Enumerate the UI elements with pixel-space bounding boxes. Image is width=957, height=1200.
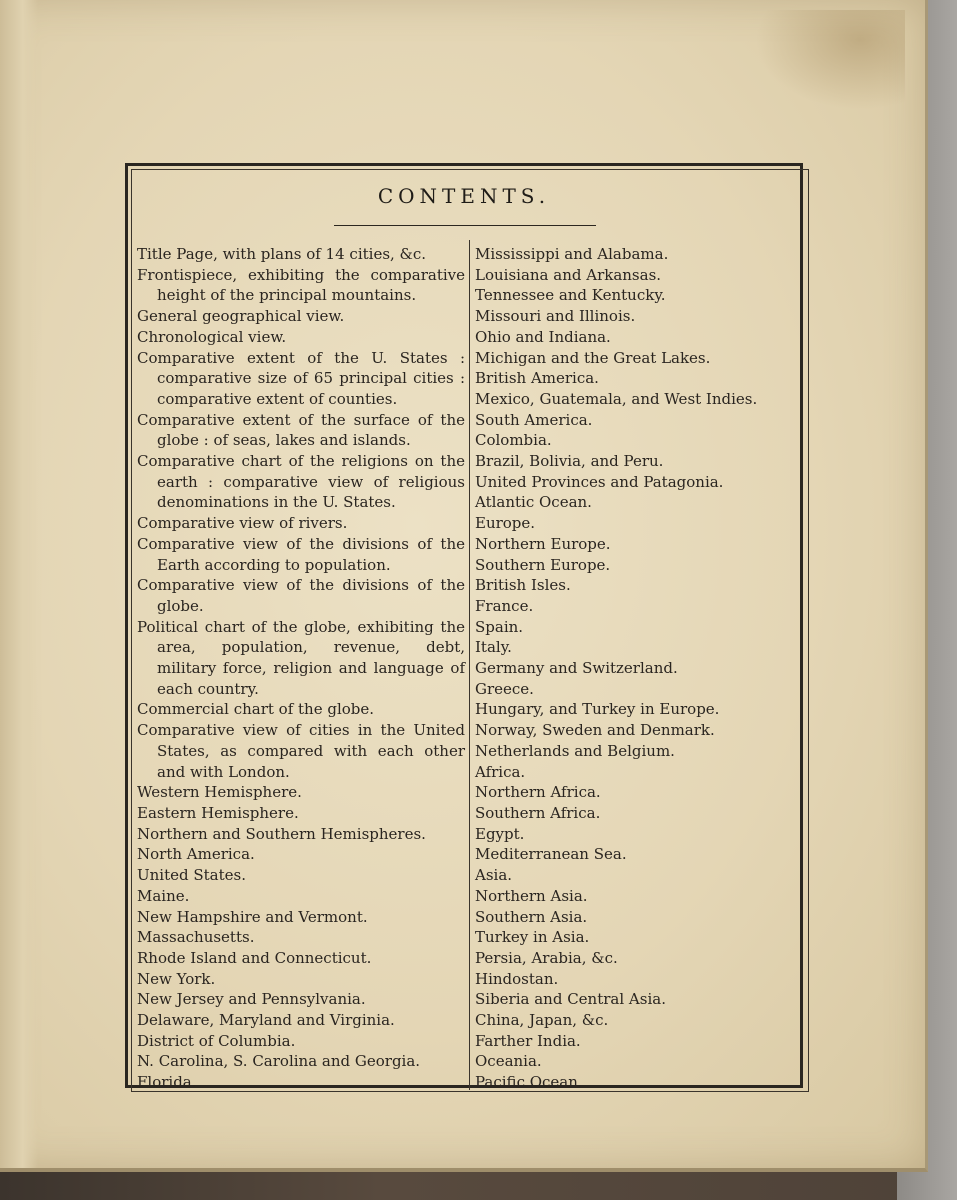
contents-entry: Massachusetts. — [137, 928, 255, 947]
contents-entry: Title Page, with plans of 14 cities, &c. — [137, 245, 427, 263]
contents-entry: Frontispiece, exhibiting the comparative height of the principal mountains. — [137, 265, 465, 305]
contents-entry: Egypt. — [475, 824, 525, 843]
contents-entry: Hungary, and Turkey in Europe. — [475, 700, 720, 719]
contents-entry: Mediterranean Sea. — [475, 845, 627, 864]
page-title: CONTENTS. — [377, 184, 551, 208]
contents-entry: Persia, Arabia, &c. — [475, 948, 618, 967]
contents-entry: Turkey in Asia. — [475, 928, 590, 947]
column-divider — [469, 240, 470, 1090]
contents-entry: Southern Africa. — [475, 803, 601, 822]
contents-entry: Asia. — [475, 866, 513, 885]
contents-entry: British Isles. — [475, 576, 571, 595]
contents-entry: Comparative view of cities in the United States, as compared with each other and with London. — [137, 721, 465, 781]
contents-entry: Comparative chart of the religions on the earth : comparative view of religious denominations in the U. States. — [137, 452, 465, 512]
contents-entry: Florida. — [137, 1073, 197, 1092]
contents-entry: Oceania. — [475, 1052, 542, 1071]
contents-entry: United Provinces and Patagonia. — [475, 472, 724, 491]
contents-entry: Eastern Hemisphere. — [137, 803, 299, 822]
contents-entry: Comparative extent of the U. States : comparative size of 65 principal cities : comparative extent of counties. — [137, 348, 465, 408]
contents-left-column — [137, 244, 465, 1093]
page-stain — [755, 10, 905, 110]
contents-entry: Comparative view of the divisions of the Earth according to population. — [137, 534, 465, 574]
contents-entry: France. — [475, 596, 534, 615]
contents-entry: Southern Europe. — [475, 555, 611, 574]
contents-entry: Brazil, Bolivia, and Peru. — [475, 452, 664, 471]
contents-entry: Rhode Island and Connecticut. — [137, 948, 372, 967]
contents-entry: Ohio and Indiana. — [475, 327, 611, 346]
contents-entry: Michigan and the Great Lakes. — [475, 348, 711, 367]
contents-entry: Northern Africa. — [475, 783, 601, 802]
contents-entry: Farther India. — [475, 1031, 581, 1050]
contents-entry: Atlantic Ocean. — [475, 493, 592, 512]
contents-entry: General geographical view. — [137, 307, 345, 326]
contents-right-column — [475, 244, 795, 1093]
contents-entry: Delaware, Maryland and Virginia. — [137, 1011, 395, 1030]
contents-entry: British America. — [475, 369, 599, 388]
contents-entry: Netherlands and Belgium. — [475, 741, 675, 760]
contents-entry: Tennessee and Kentucky. — [475, 286, 666, 305]
contents-entry: Comparative view of the divisions of the globe. — [137, 576, 465, 615]
contents-entry: Commercial chart of the globe. — [137, 700, 375, 719]
contents-entry: Germany and Switzerland. — [475, 659, 678, 678]
contents-entry: District of Columbia. — [137, 1031, 296, 1050]
contents-entry: New Hampshire and Vermont. — [137, 907, 368, 926]
spine-shadow — [0, 0, 38, 1168]
contents-entry: Siberia and Central Asia. — [475, 990, 666, 1009]
contents-entry: New York. — [137, 969, 216, 988]
contents-entry: Italy. — [475, 638, 512, 657]
contents-entry: China, Japan, &c. — [475, 1011, 609, 1030]
contents-entry: Mississippi and Alabama. — [475, 245, 669, 263]
contents-entry: Greece. — [475, 679, 534, 698]
contents-entry: Western Hemisphere. — [137, 783, 302, 802]
contents-entry: Mexico, Guatemala, and West Indies. — [475, 389, 758, 408]
contents-entry: South America. — [475, 410, 593, 429]
contents-entry: Northern Europe. — [475, 534, 611, 553]
contents-entry: Spain. — [475, 617, 524, 636]
contents-entry: Pacific Ocean. — [475, 1073, 583, 1092]
contents-entry: Comparative view of rivers. — [137, 514, 348, 533]
contents-entry: New Jersey and Pennsylvania. — [137, 990, 366, 1009]
contents-entry: Northern and Southern Hemispheres. — [137, 824, 426, 843]
contents-entry: Missouri and Illinois. — [475, 307, 636, 326]
contents-entry: North America. — [137, 845, 255, 864]
contents-entry: Northern Asia. — [475, 886, 588, 905]
contents-entry: Chronological view. — [137, 327, 287, 346]
contents-entry: N. Carolina, S. Carolina and Georgia. — [137, 1052, 421, 1071]
contents-entry: Southern Asia. — [475, 907, 588, 926]
contents-entry: Hindostan. — [475, 969, 559, 988]
contents-entry: Africa. — [475, 762, 526, 781]
contents-entry: Louisiana and Arkansas. — [475, 265, 662, 284]
contents-entry: Maine. — [137, 886, 190, 905]
contents-entry: United States. — [137, 866, 246, 885]
contents-entry: Comparative extent of the surface of the globe : of seas, lakes and islands. — [137, 410, 465, 450]
contents-entry: Political chart of the globe, exhibiting the area, population, revenue, debt, military force, religion and language of each country. — [137, 617, 465, 698]
contents-entry: Colombia. — [475, 431, 552, 450]
contents-entry: Norway, Sweden and Denmark. — [475, 721, 715, 740]
title-rule — [334, 225, 596, 226]
contents-entry: Europe. — [475, 514, 536, 533]
